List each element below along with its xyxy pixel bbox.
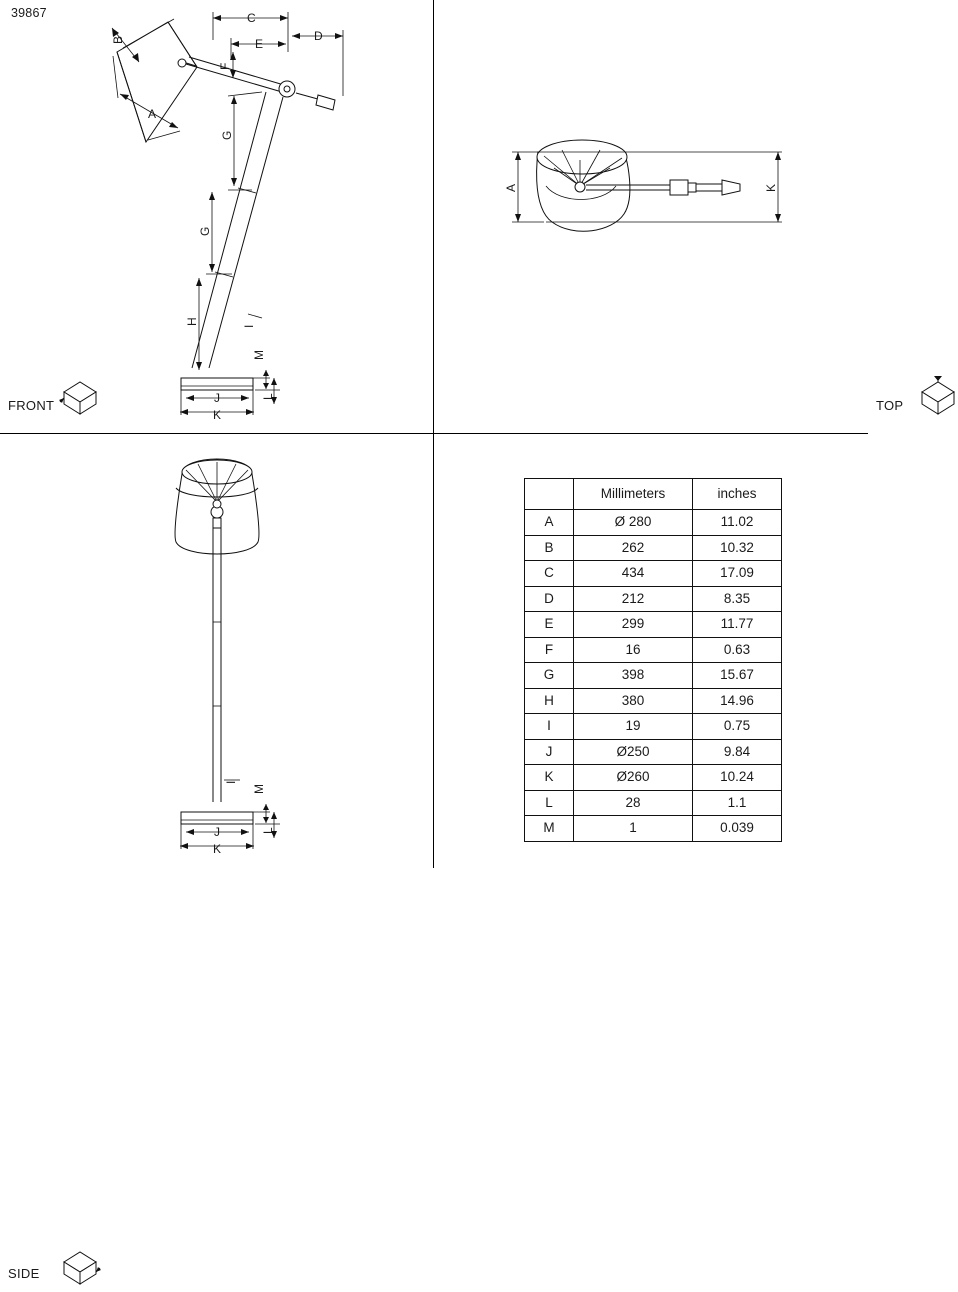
dim-label-K-side: K: [213, 842, 222, 856]
spec-mm-L: 28: [574, 790, 693, 816]
dim-label-M-side: M: [252, 784, 266, 794]
spec-in-D: 8.35: [693, 586, 782, 612]
spec-mm-F: 16: [574, 637, 693, 663]
spec-header-key: [525, 479, 574, 510]
spec-in-E: 11.77: [693, 612, 782, 638]
dim-label-G-upper: G: [220, 130, 234, 140]
table-row: [525, 765, 782, 791]
dim-label-F: F: [218, 62, 232, 70]
top-view-drawing: [434, 0, 868, 434]
side-view-panel: [0, 434, 434, 1281]
table-row: [525, 637, 782, 663]
dim-label-J-side: J: [214, 825, 220, 839]
dim-label-L: L: [261, 393, 275, 400]
spec-mm-A: Ø 280: [574, 510, 693, 536]
spec-key-F: F: [525, 637, 574, 663]
spec-key-G: G: [525, 663, 574, 689]
spec-in-B: 10.32: [693, 535, 782, 561]
lamp-arm-front: [178, 57, 335, 110]
spec-in-A: 11.02: [693, 510, 782, 536]
spec-key-J: J: [525, 739, 574, 765]
spec-mm-G: 398: [574, 663, 693, 689]
spec-mm-E: 299: [574, 612, 693, 638]
dim-label-L-side: L: [261, 827, 275, 834]
dim-label-G-lower: G: [198, 226, 212, 236]
spec-key-L: L: [525, 790, 574, 816]
spec-mm-K: Ø260: [574, 765, 693, 791]
dimension-spec-table: [524, 478, 782, 842]
spec-in-L: 1.1: [693, 790, 782, 816]
spec-in-G: 15.67: [693, 663, 782, 689]
spec-mm-H: 380: [574, 688, 693, 714]
top-view-label: TOP: [876, 398, 904, 413]
spec-mm-B: 262: [574, 535, 693, 561]
lamp-shade-top: [537, 140, 630, 231]
spec-table-header-row: [525, 479, 782, 510]
dim-label-M: M: [252, 350, 266, 360]
table-row: [525, 688, 782, 714]
spec-in-M: 0.039: [693, 816, 782, 842]
side-view-label: SIDE: [8, 1266, 40, 1281]
spec-mm-J: Ø250: [574, 739, 693, 765]
table-row: [525, 739, 782, 765]
dim-label-A-top: A: [504, 183, 518, 192]
dim-label-K: K: [213, 408, 222, 422]
lamp-base-front: [181, 378, 253, 390]
front-orientation-cube-icon: [56, 378, 100, 418]
front-view-panel: [0, 0, 434, 434]
dim-label-C: C: [247, 11, 256, 25]
spec-header-millimeters: Millimeters: [574, 479, 693, 510]
spec-header-inches: inches: [693, 479, 782, 510]
dim-label-D: D: [314, 29, 323, 43]
table-row: [525, 663, 782, 689]
spec-in-C: 17.09: [693, 561, 782, 587]
lamp-base-side: [181, 812, 253, 824]
spec-key-H: H: [525, 688, 574, 714]
spec-key-K: K: [525, 765, 574, 791]
dim-label-H: H: [185, 317, 199, 326]
spec-in-F: 0.63: [693, 637, 782, 663]
spec-key-C: C: [525, 561, 574, 587]
spec-key-B: B: [525, 535, 574, 561]
dim-label-B: B: [111, 35, 125, 44]
spec-in-J: 9.84: [693, 739, 782, 765]
spec-table-body: [525, 479, 782, 842]
table-row: [525, 612, 782, 638]
spec-mm-D: 212: [574, 586, 693, 612]
spec-mm-C: 434: [574, 561, 693, 587]
spec-in-H: 14.96: [693, 688, 782, 714]
spec-in-I: 0.75: [693, 714, 782, 740]
lamp-stem-side: [213, 528, 221, 802]
table-row: [525, 790, 782, 816]
table-row: [525, 714, 782, 740]
dim-label-K-top: K: [764, 183, 778, 192]
dim-label-I: I: [242, 324, 256, 328]
spec-mm-I: 19: [574, 714, 693, 740]
top-orientation-cube-icon: [912, 372, 958, 418]
top-view-panel: [434, 0, 904, 434]
front-view-drawing: [0, 0, 434, 434]
table-row: [525, 586, 782, 612]
lamp-shade-side: [175, 459, 259, 554]
spec-mm-M: 1: [574, 816, 693, 842]
side-view-drawing: [0, 434, 434, 868]
dim-label-J: J: [214, 391, 220, 405]
dim-label-A: A: [148, 107, 157, 121]
dim-label-I-side: I: [224, 780, 238, 784]
spec-key-I: I: [525, 714, 574, 740]
model-code: 39867: [11, 6, 47, 20]
table-row: [525, 816, 782, 842]
side-orientation-cube-icon: [56, 1246, 102, 1292]
front-view-label: FRONT: [8, 398, 55, 413]
spec-key-M: M: [525, 816, 574, 842]
table-row: [525, 561, 782, 587]
table-row: [525, 510, 782, 536]
table-row: [525, 535, 782, 561]
specification-table-panel: [434, 434, 868, 868]
spec-in-K: 10.24: [693, 765, 782, 791]
spec-key-D: D: [525, 586, 574, 612]
lamp-shade-front: [117, 19, 197, 142]
dim-label-E: E: [255, 37, 264, 51]
spec-key-E: E: [525, 612, 574, 638]
spec-key-A: A: [525, 510, 574, 536]
